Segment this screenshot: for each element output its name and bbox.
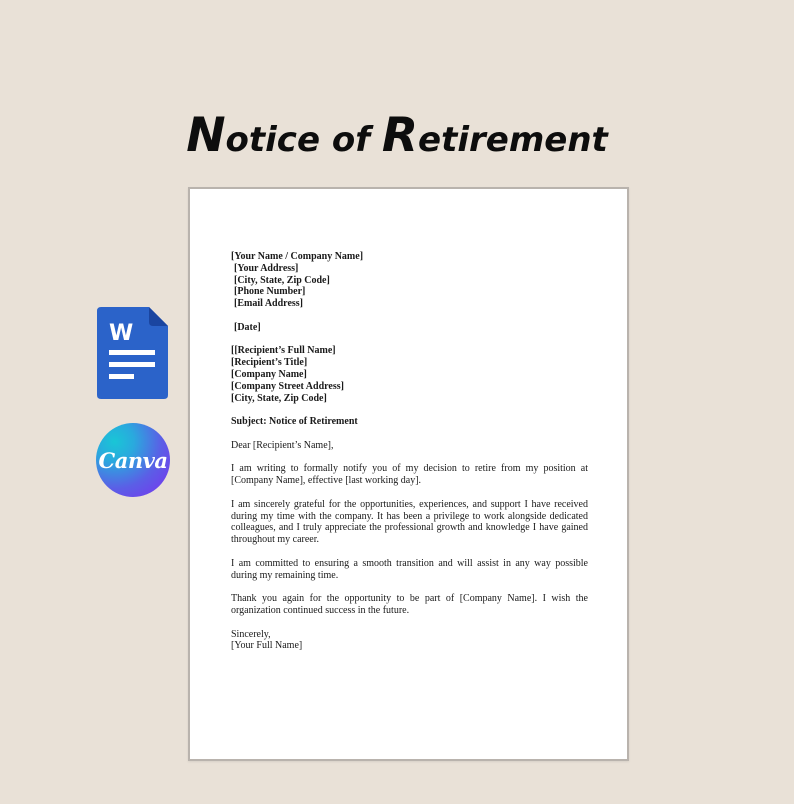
- sender-city: [City, State, Zip Code]: [234, 274, 330, 286]
- letter-paragraph: I am committed to ensuring a smooth transition and will assist in any way possible during my remaining time.: [231, 557, 588, 581]
- title-letter-n: N: [186, 108, 226, 163]
- sender-address: [Your Address]: [234, 262, 299, 274]
- canva-logo-text: Canva: [98, 447, 168, 473]
- word-document-icon: [97, 307, 168, 399]
- recipient-city: [City, State, Zip Code]: [231, 392, 327, 404]
- title-word-etirement: etirement: [418, 120, 608, 160]
- letter-subject: Subject: Notice of Retirement: [231, 416, 358, 428]
- letter-page: [188, 187, 629, 761]
- letter-closing: Sincerely,: [231, 628, 271, 640]
- letter-paragraph: I am writing to formally notify you of my decision to retire from my position at [Company Name], effective [last working day].: [231, 463, 588, 487]
- sender-email: [Email Address]: [234, 298, 303, 310]
- letter-date: [Date]: [234, 321, 261, 333]
- recipient-street: [Company Street Address]: [231, 380, 344, 392]
- title-word-otice-of: otice of: [225, 120, 382, 160]
- sender-name: [Your Name / Company Name]: [231, 251, 364, 262]
- letter-signature: [Your Full Name]: [231, 640, 303, 652]
- sender-phone: [Phone Number]: [234, 286, 306, 298]
- letter-paragraph: I am sincerely grateful for the opportunities, experiences, and support I have received during my time with the company. It has been a privilege to work alongside dedicated colleagues, and I truly appreciate the professional growth and knowledge I have gained throughout my career.: [231, 498, 588, 546]
- recipient-name: [[Recipient’s Full Name]: [231, 345, 336, 357]
- title-letter-r: R: [381, 108, 419, 163]
- recipient-title: [Recipient’s Title]: [231, 357, 308, 369]
- recipient-company: [Company Name]: [231, 368, 307, 380]
- letter-salutation: Dear [Recipient’s Name],: [231, 439, 334, 451]
- page-title: [0, 108, 794, 163]
- letter-paragraph: Thank you again for the opportunity to be part of [Company Name]. I wish the organization continued success in the future.: [231, 593, 588, 616]
- canva-logo-icon: [96, 423, 170, 497]
- svg-text:W: W: [109, 321, 134, 346]
- letter-body: [231, 251, 588, 652]
